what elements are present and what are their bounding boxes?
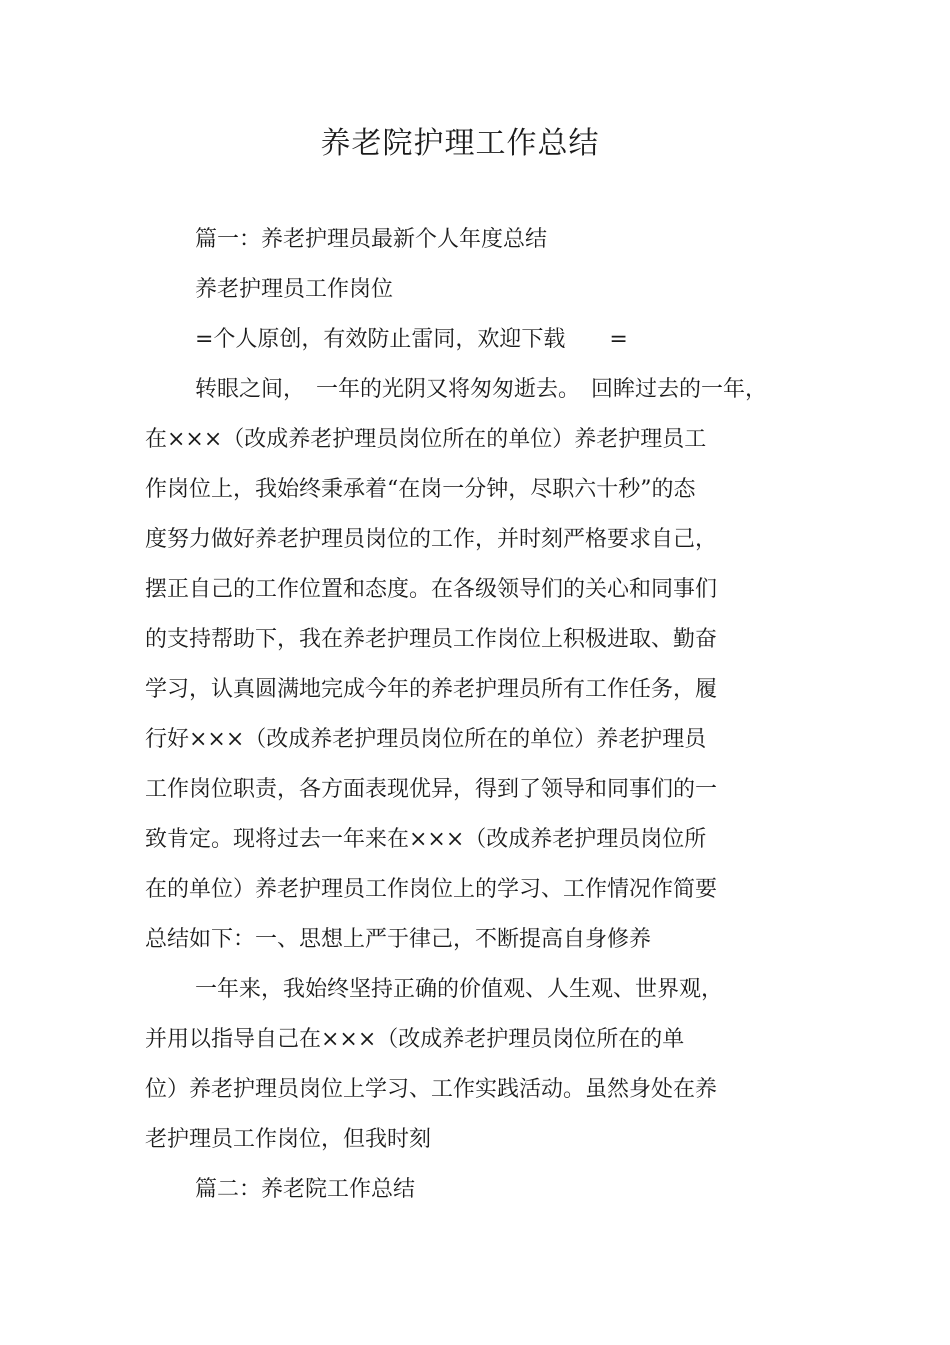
paragraph-line: 学习，认真圆满地完成今年的养老护理员所有工作任务，履 — [145, 677, 718, 702]
subheading: 养老护理员工作岗位 — [195, 277, 394, 302]
paragraph-line: 工作岗位职责，各方面表现优异，得到了领导和同事们的一 — [145, 777, 718, 802]
paragraph-line: 一年来，我始终坚持正确的价值观、人生观、世界观， — [195, 977, 724, 1002]
paragraph-line: 在的单位）养老护理员工作岗位上的学习、工作情况作简要 — [145, 877, 718, 902]
paragraph-line: 致肯定。现将过去一年来在×××（改成养老护理员岗位所 — [145, 827, 707, 852]
paragraph-line: 并用以指导自己在×××（改成养老护理员岗位所在的单 — [145, 1027, 685, 1052]
paragraph-line: 摆正自己的工作位置和态度。在各级领导们的关心和同事们 — [145, 577, 718, 602]
paragraph-line: 度努力做好养老护理员岗位的工作，并时刻严格要求自己， — [145, 527, 718, 552]
paragraph-line: 的支持帮助下，我在养老护理员工作岗位上积极进取、勤奋 — [145, 627, 718, 652]
section-heading-1: 篇一：养老护理员最新个人年度总结 — [195, 227, 548, 252]
paragraph-line: 位）养老护理员岗位上学习、工作实践活动。虽然身处在养 — [145, 1077, 718, 1102]
notice-line: =个人原创，有效防止雷同，欢迎下载 = — [195, 327, 628, 352]
paragraph-line: 老护理员工作岗位，但我时刻 — [145, 1127, 432, 1152]
paragraph-line: 总结如下：一、思想上严于律己，不断提高自身修养 — [145, 927, 652, 952]
paragraph-line: 在×××（改成养老护理员岗位所在的单位）养老护理员工 — [145, 427, 707, 452]
section-heading-2: 篇二：养老院工作总结 — [195, 1177, 416, 1202]
document-title: 养老院护理工作总结 — [320, 126, 600, 161]
paragraph-line: 行好×××（改成养老护理员岗位所在的单位）养老护理员 — [145, 727, 707, 752]
paragraph-line: 作岗位上，我始终秉承着“在岗一分钟，尽职六十秒”的态 — [145, 477, 696, 502]
paragraph-line: 转眼之间， 一年的光阴又将匆匆逝去。 回眸过去的一年， — [195, 377, 768, 402]
